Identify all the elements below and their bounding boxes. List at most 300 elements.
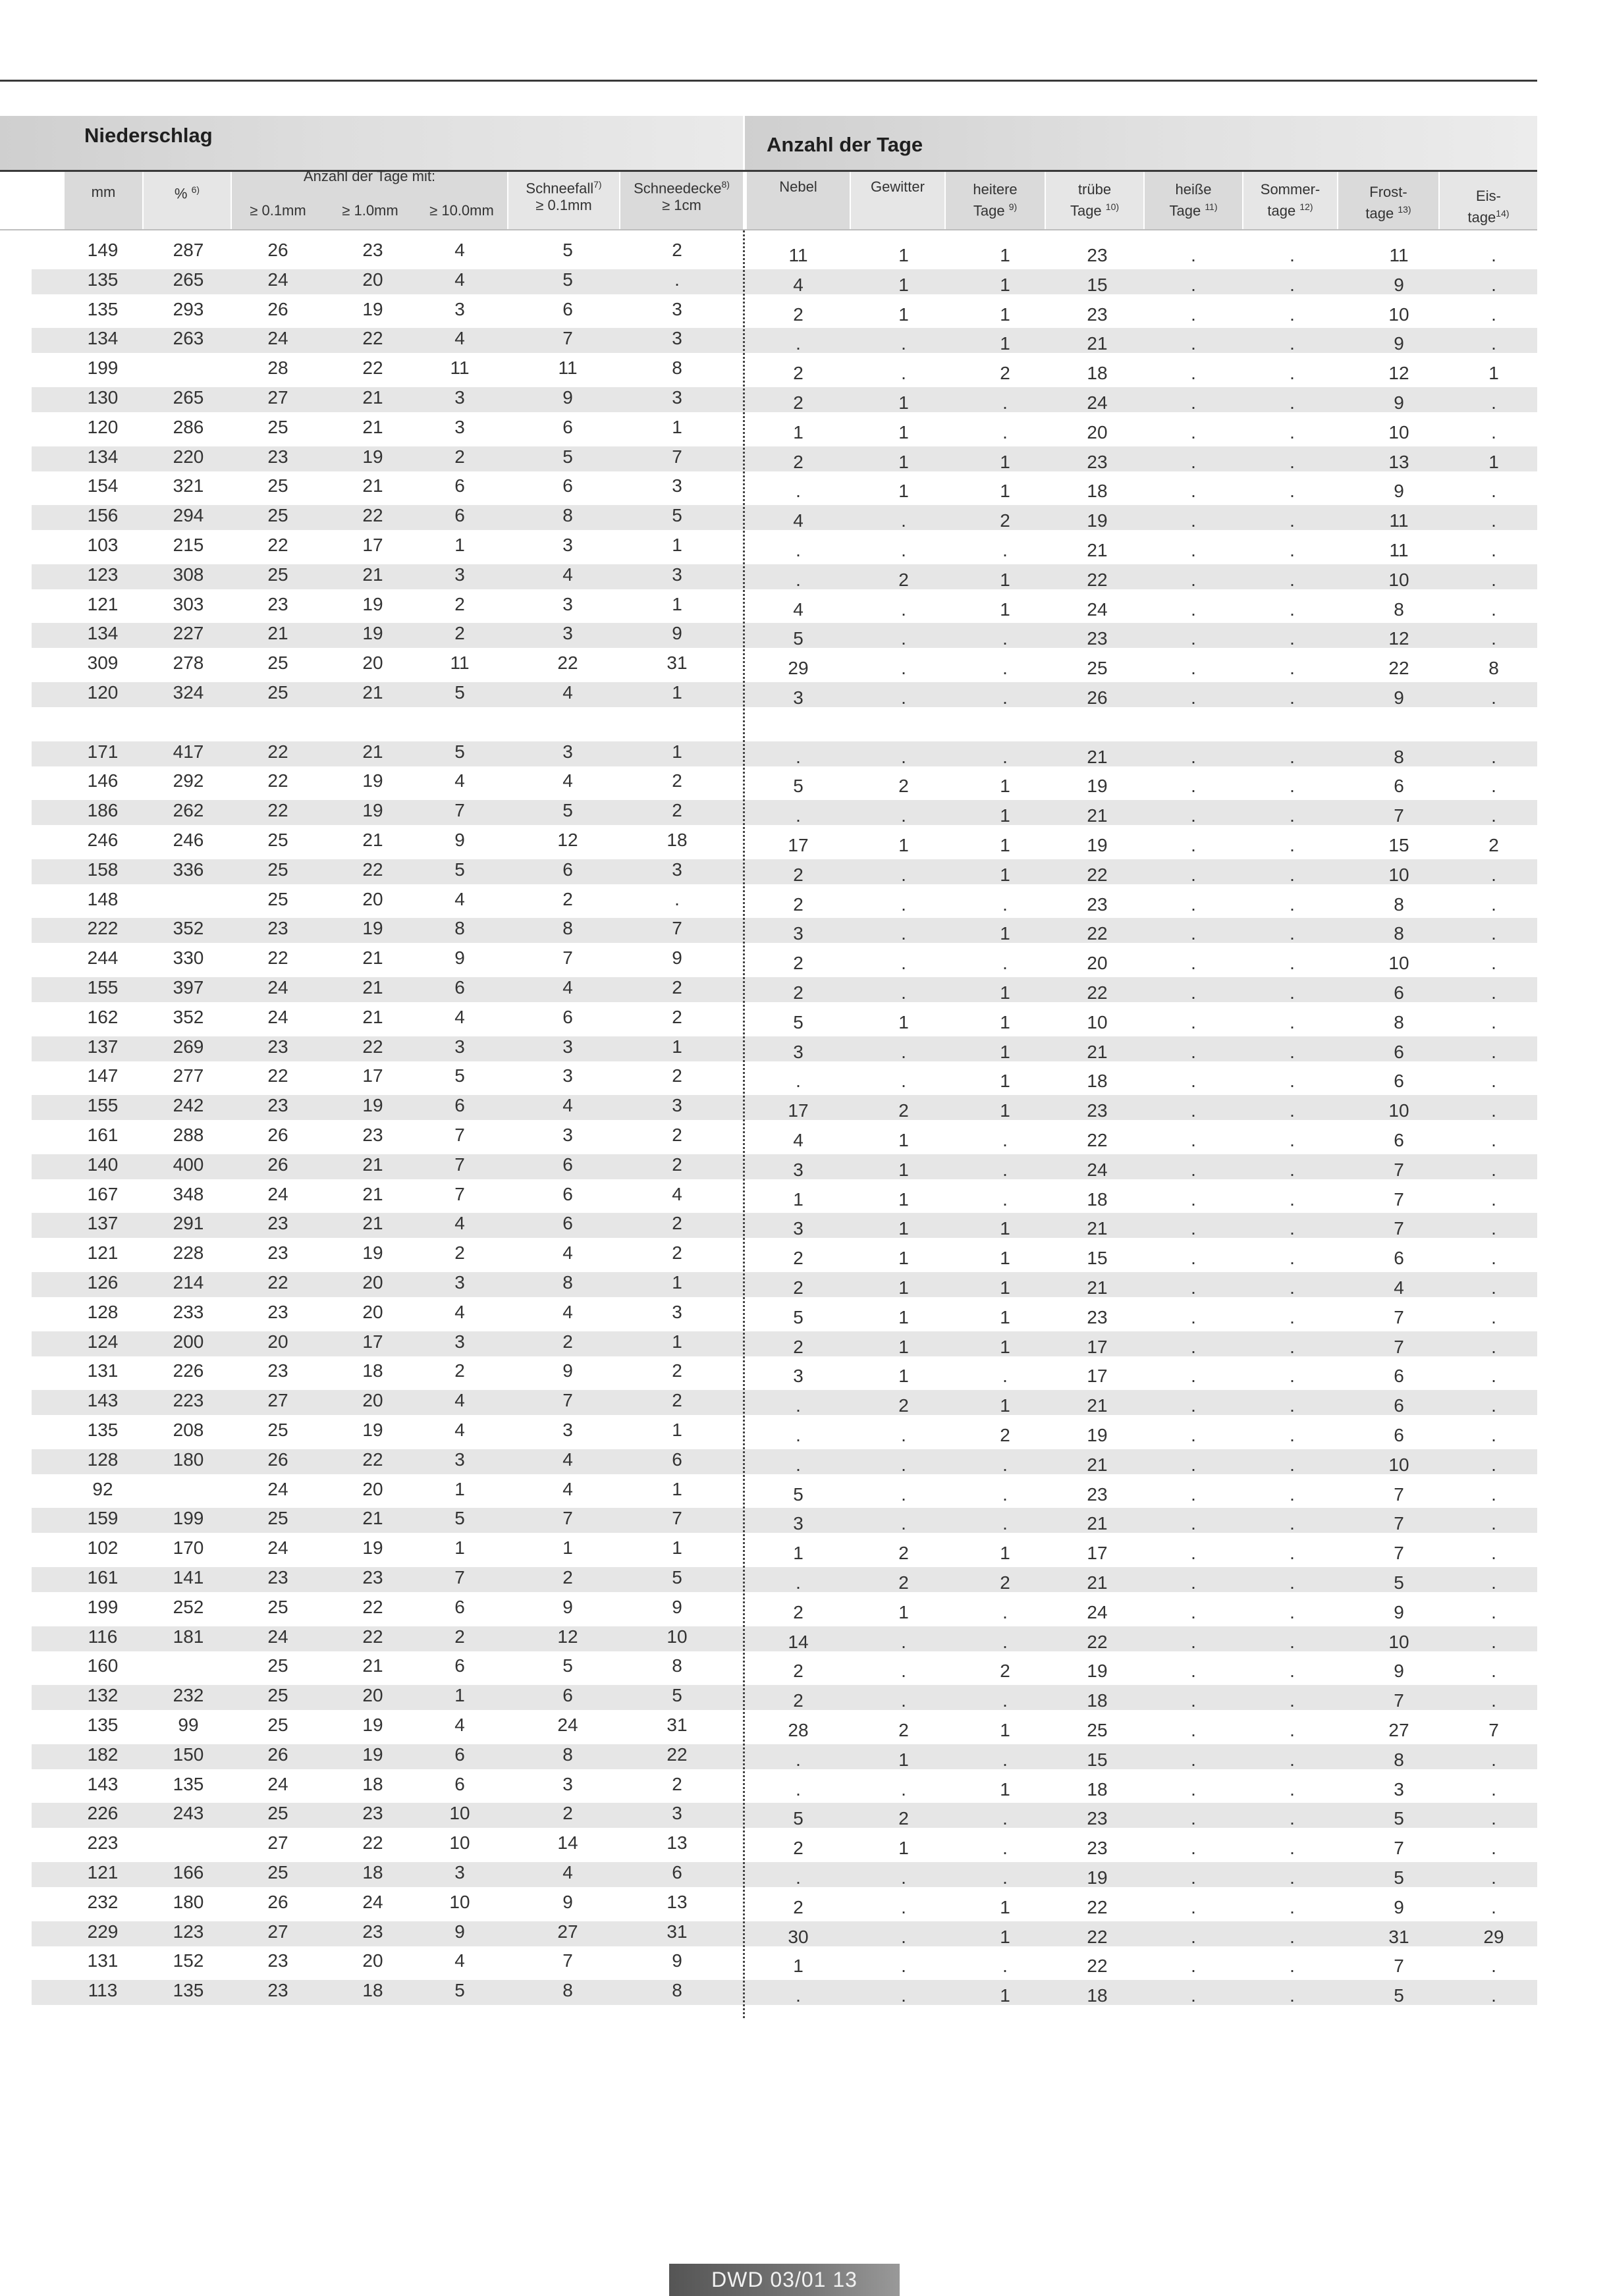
table-cell: 215 (173, 535, 204, 555)
table-cell: . (1290, 1071, 1295, 1092)
table-cell: . (1290, 1631, 1295, 1652)
table-cell: 1 (898, 451, 909, 472)
table-cell: 5 (454, 859, 465, 880)
table-cell: . (1002, 1483, 1008, 1505)
table-cell: 31 (667, 1715, 688, 1735)
table-cell: 162 (87, 1006, 119, 1027)
table-cell: . (1491, 864, 1496, 885)
table-cell: . (1491, 923, 1496, 944)
table-cell: 2 (898, 1543, 909, 1564)
table-cell: 20 (362, 888, 383, 909)
table-cell: 4 (562, 1478, 573, 1499)
table-cell: 21 (1087, 1513, 1108, 1534)
table-row (0, 1979, 1537, 2008)
table-cell: 1 (1000, 923, 1010, 944)
table-cell: 4 (562, 1095, 573, 1116)
table-cell: 11 (1389, 245, 1409, 265)
anzahl-tage-band (743, 116, 1537, 171)
table-cell: . (1290, 1661, 1295, 1682)
table-cell: . (1191, 1100, 1196, 1121)
header-sommer: Sommer- tage $^{12)}$ (1260, 181, 1321, 219)
table-cell: 7 (562, 1950, 573, 1971)
table-cell: 2 (793, 392, 804, 413)
table-cell: 21 (1087, 1572, 1108, 1593)
table-cell: 155 (87, 1095, 119, 1116)
table-row (0, 1949, 1537, 1979)
table-cell: 25 (267, 653, 288, 674)
table-cell: . (1191, 392, 1196, 413)
table-cell: . (1290, 1248, 1295, 1269)
table-cell: 22 (362, 1626, 383, 1647)
table-cell: 6 (1394, 1130, 1404, 1150)
table-cell: 6 (562, 475, 573, 496)
table-cell: . (1191, 451, 1196, 472)
table-cell: 2 (1000, 1572, 1010, 1593)
table-row (0, 1536, 1537, 1566)
table-cell: 6 (1394, 1395, 1404, 1416)
table-cell: . (1002, 1188, 1008, 1210)
table-cell: 23 (267, 1213, 288, 1234)
table-cell: . (1191, 1277, 1196, 1298)
table-cell: 155 (87, 977, 119, 998)
table-cell: 19 (1087, 1425, 1108, 1445)
table-cell: 2 (454, 1242, 465, 1264)
table-cell: . (1191, 953, 1196, 974)
table-cell: 22 (362, 859, 383, 880)
table-cell: . (1191, 1395, 1196, 1416)
table-cell: 9 (1394, 481, 1404, 502)
table-cell: 6 (454, 1655, 465, 1676)
table-cell: . (901, 894, 906, 915)
table-cell: 9 (672, 1596, 682, 1617)
table-cell: 21 (362, 1655, 383, 1676)
table-cell: 5 (562, 269, 573, 290)
table-cell: . (1191, 1601, 1196, 1622)
table-row (0, 268, 1537, 298)
table-cell: 181 (173, 1626, 204, 1647)
table-cell: 8 (562, 1744, 573, 1765)
table-cell: . (1002, 1366, 1008, 1387)
table-cell: 1 (1000, 1720, 1010, 1740)
table-cell: . (1491, 1395, 1496, 1416)
table-cell: . (901, 864, 906, 885)
table-cell: 25 (267, 505, 288, 526)
table-cell: 1 (793, 421, 804, 442)
table-cell: . (901, 1661, 906, 1682)
table-cell: 5 (793, 1011, 804, 1032)
table-cell: 324 (173, 682, 204, 703)
table-cell: 22 (362, 505, 383, 526)
table-cell: 15 (1087, 1749, 1108, 1770)
header-mm: mm (91, 184, 116, 200)
table-cell: 4 (562, 770, 573, 791)
table-cell: . (1290, 1513, 1295, 1534)
table-cell: 1 (1000, 1100, 1010, 1121)
table-cell: 5 (454, 741, 465, 762)
table-cell: . (1491, 392, 1496, 413)
table-cell: . (901, 540, 906, 560)
table-cell: 7 (454, 1154, 465, 1175)
table-cell: . (1290, 392, 1295, 413)
table-cell: 4 (454, 1213, 465, 1234)
table-cell: 244 (87, 948, 119, 969)
table-cell: 2 (1000, 1425, 1010, 1445)
table-cell: 1 (1000, 1395, 1010, 1416)
table-cell: 3 (562, 593, 573, 614)
table-cell: 10 (449, 1891, 470, 1912)
table-cell: 15 (1087, 274, 1108, 295)
table-cell: 2 (793, 1248, 804, 1269)
table-cell: . (796, 1778, 801, 1800)
table-cell: 293 (173, 298, 204, 319)
table-cell: 1 (1000, 1011, 1010, 1032)
table-row (0, 799, 1537, 828)
table-cell: 2 (793, 864, 804, 885)
table-cell: . (901, 658, 906, 679)
table-cell: . (1290, 776, 1295, 797)
table-cell: 8 (1394, 894, 1404, 915)
table-cell: 23 (267, 1980, 288, 2001)
table-cell: 2 (793, 953, 804, 974)
table-cell: 6 (1394, 776, 1404, 797)
table-cell: 3 (793, 1218, 804, 1239)
table-cell: . (901, 1985, 906, 2006)
table-cell: . (1191, 1159, 1196, 1180)
table-cell: 2 (672, 800, 682, 821)
table-cell: . (1491, 333, 1496, 354)
table-cell: 3 (672, 564, 682, 585)
table-cell: 208 (173, 1420, 204, 1440)
table-cell: 22 (1087, 1896, 1108, 1917)
table-cell: 6 (1394, 1425, 1404, 1445)
table-cell: . (1491, 1483, 1496, 1505)
table-cell: 2 (793, 1336, 804, 1357)
table-cell: 6 (454, 1773, 465, 1794)
table-cell: 23 (362, 1125, 383, 1145)
table-cell: 3 (562, 535, 573, 555)
table-row (0, 1035, 1537, 1065)
table-cell: 228 (173, 1242, 204, 1264)
table-cell: 8 (1394, 1749, 1404, 1770)
table-cell: 24 (362, 1891, 383, 1912)
table-cell: 161 (87, 1125, 119, 1145)
table-cell: . (1290, 1218, 1295, 1239)
table-cell: 6 (454, 505, 465, 526)
table-cell: 2 (898, 1572, 909, 1593)
table-cell: 2 (1000, 363, 1010, 384)
table-cell: 6 (672, 1862, 682, 1882)
table-cell: . (1491, 1808, 1496, 1829)
table-cell: . (1290, 1601, 1295, 1622)
table-cell: 397 (173, 977, 204, 998)
table-cell: 1 (672, 682, 682, 703)
table-cell: 23 (267, 1095, 288, 1116)
table-cell: . (901, 953, 906, 974)
table-cell: . (1191, 1838, 1196, 1859)
table-cell: . (1290, 599, 1295, 620)
table-cell: . (1191, 835, 1196, 855)
table-cell: . (1290, 421, 1295, 442)
table-cell: 23 (1087, 894, 1108, 915)
table-cell: 5 (454, 682, 465, 703)
table-cell: 269 (173, 1036, 204, 1057)
table-cell: 287 (173, 240, 204, 260)
table-cell: . (1491, 481, 1496, 502)
table-cell: 22 (1087, 569, 1108, 590)
table-cell: . (1290, 304, 1295, 325)
table-cell: 4 (454, 1301, 465, 1322)
table-cell: 24 (267, 269, 288, 290)
table-cell: . (1491, 1543, 1496, 1564)
table-cell: . (1191, 510, 1196, 531)
table-cell: . (1290, 982, 1295, 1003)
niederschlag-band (0, 116, 743, 171)
table-cell: 14 (788, 1631, 809, 1652)
table-cell: 20 (362, 269, 383, 290)
table-cell: . (1191, 274, 1196, 295)
table-cell: 2 (672, 1154, 682, 1175)
table-cell: 22 (362, 1449, 383, 1470)
table-row (0, 1920, 1537, 1950)
table-cell: 7 (1394, 1188, 1404, 1210)
table-cell: . (901, 510, 906, 531)
table-cell: 4 (562, 1449, 573, 1470)
table-cell: 5 (672, 505, 682, 526)
table-cell: 223 (173, 1390, 204, 1411)
table-cell: 321 (173, 475, 204, 496)
table-cell: 9 (454, 1921, 465, 1942)
table-cell: 6 (454, 977, 465, 998)
table-cell: 5 (793, 628, 804, 649)
table-cell: . (1191, 864, 1196, 885)
table-row (0, 298, 1537, 327)
table-cell: 116 (88, 1626, 118, 1647)
table-cell: 1 (1000, 1778, 1010, 1800)
table-cell: 21 (1087, 1277, 1108, 1298)
table-cell: 23 (267, 918, 288, 939)
table-cell: 1 (898, 274, 909, 295)
table-cell: 26 (1087, 687, 1108, 708)
table-cell: 7 (454, 1183, 465, 1204)
table-cell: . (1491, 746, 1496, 767)
table-row (0, 474, 1537, 504)
table-cell: . (1191, 1130, 1196, 1150)
table-cell: 19 (1087, 510, 1108, 531)
table-cell: . (1290, 1572, 1295, 1593)
table-cell: . (1290, 1454, 1295, 1475)
table-cell: 120 (87, 416, 119, 437)
table-cell: 8 (562, 1272, 573, 1293)
table-cell: 141 (173, 1567, 204, 1588)
table-cell: 6 (454, 475, 465, 496)
table-cell: 6 (562, 1213, 573, 1234)
table-cell: 27 (267, 1832, 288, 1854)
table-cell: . (1290, 1690, 1295, 1711)
table-cell: 135 (87, 1420, 119, 1440)
table-cell: 1 (898, 1188, 909, 1210)
table-cell: . (1002, 1513, 1008, 1534)
section-divider-dotted (743, 230, 745, 2018)
table-cell: . (1191, 1543, 1196, 1564)
table-cell: 1 (898, 1601, 909, 1622)
table-cell: 21 (1087, 1218, 1108, 1239)
table-cell: 7 (1394, 1838, 1404, 1859)
table-cell: . (1002, 1454, 1008, 1475)
table-cell: 24 (267, 328, 288, 349)
table-cell: 8 (454, 918, 465, 939)
table-cell: 154 (87, 475, 119, 496)
table-cell: 15 (1087, 1248, 1108, 1269)
table-cell: 5 (454, 1980, 465, 2001)
table-cell: 29 (788, 658, 809, 679)
table-cell: 2 (793, 894, 804, 915)
table-cell: 17 (1087, 1336, 1108, 1357)
table-cell: . (1191, 569, 1196, 590)
table-cell: 1 (898, 304, 909, 325)
table-cell: . (1491, 274, 1496, 295)
table-row (0, 681, 1537, 710)
table-cell: 8 (1394, 599, 1404, 620)
table-cell: 18 (362, 1773, 383, 1794)
table-cell: . (1191, 805, 1196, 826)
table-cell: 23 (1087, 1306, 1108, 1327)
table-row (0, 740, 1537, 770)
table-cell: 18 (1087, 363, 1108, 384)
table-cell: 13 (667, 1891, 688, 1912)
table-cell: . (1191, 1011, 1196, 1032)
table-cell: 25 (267, 888, 288, 909)
table-cell: . (1290, 245, 1295, 265)
table-cell: 4 (562, 977, 573, 998)
table-cell: 1 (672, 1272, 682, 1293)
table-cell: 7 (1394, 1543, 1404, 1564)
table-cell: 1 (672, 535, 682, 555)
table-cell: . (1191, 923, 1196, 944)
table-cell: 19 (362, 593, 383, 614)
table-cell: 132 (87, 1685, 119, 1706)
table-cell: 27 (267, 1921, 288, 1942)
table-cell: 7 (562, 1508, 573, 1529)
table-cell: 1 (898, 835, 909, 855)
table-cell: 128 (87, 1449, 119, 1470)
table-cell: 186 (87, 800, 119, 821)
table-cell: 330 (173, 948, 204, 969)
data-table-body (0, 238, 1537, 2016)
table-cell: . (1491, 1248, 1496, 1269)
table-cell: 8 (1394, 1011, 1404, 1032)
header-eis: Eis- tage$^{14)}$ (1467, 188, 1510, 226)
table-cell: 21 (362, 977, 383, 998)
table-cell: 5 (1394, 1808, 1404, 1829)
table-row (0, 356, 1537, 386)
table-cell: 2 (793, 1896, 804, 1917)
table-cell: 1 (672, 1537, 682, 1559)
header-heitere: heitere Tage $^{9)}$ (973, 181, 1018, 219)
table-cell: . (1290, 835, 1295, 855)
table-cell: 10 (1388, 304, 1409, 325)
table-row (0, 1566, 1537, 1595)
table-cell: . (1290, 1778, 1295, 1800)
table-cell: 23 (1087, 628, 1108, 649)
table-cell: 10 (1388, 864, 1409, 885)
table-cell: 27 (557, 1921, 578, 1942)
table-cell: . (796, 1395, 801, 1416)
table-row (0, 1064, 1537, 1094)
table-cell: 131 (87, 1950, 119, 1971)
table-cell: 1 (672, 741, 682, 762)
table-cell: 2 (672, 1242, 682, 1264)
table-cell: 7 (562, 1390, 573, 1411)
table-cell: 4 (454, 269, 465, 290)
table-row (0, 1831, 1537, 1861)
table-cell: 3 (672, 1803, 682, 1824)
table-cell: 2 (898, 1720, 909, 1740)
table-cell: . (1191, 1513, 1196, 1534)
table-cell: 21 (1087, 540, 1108, 560)
table-cell: 7 (1394, 1336, 1404, 1357)
table-cell: . (674, 888, 680, 909)
table-cell: 303 (173, 593, 204, 614)
table-cell: . (901, 599, 906, 620)
table-cell: 9 (562, 387, 573, 408)
table-cell: 2 (672, 1006, 682, 1027)
table-cell: 23 (1087, 1483, 1108, 1505)
table-cell: 22 (267, 1272, 288, 1293)
table-cell: 8 (672, 358, 682, 379)
table-cell: 20 (1087, 421, 1108, 442)
table-cell: . (1290, 864, 1295, 885)
table-cell: 13 (1388, 451, 1409, 472)
table-cell: 22 (267, 948, 288, 969)
table-row (0, 1713, 1537, 1743)
table-cell: 24 (267, 1183, 288, 1204)
table-cell: 121 (87, 1242, 119, 1264)
table-cell: . (1290, 1395, 1295, 1416)
table-cell: 2 (793, 982, 804, 1003)
table-cell: . (1491, 1130, 1496, 1150)
table-cell: 25 (267, 564, 288, 585)
table-cell: 10 (449, 1803, 470, 1824)
table-cell: 2 (454, 1360, 465, 1381)
table-cell: 4 (454, 1006, 465, 1027)
table-cell: . (1002, 658, 1008, 679)
table-cell: 19 (1087, 776, 1108, 797)
table-cell: 23 (1087, 304, 1108, 325)
table-cell: . (1491, 1513, 1496, 1534)
table-cell: 3 (672, 387, 682, 408)
table-cell: 18 (362, 1980, 383, 2001)
table-cell: 12 (1388, 628, 1409, 649)
table-cell: . (1491, 776, 1496, 797)
table-cell: 20 (362, 1272, 383, 1293)
table-cell: 24 (267, 1537, 288, 1559)
table-cell: 29 (1483, 1926, 1504, 1947)
table-cell: 21 (362, 1154, 383, 1175)
table-cell: 2 (562, 888, 573, 909)
table-cell: 23 (267, 1242, 288, 1264)
table-cell: 19 (362, 800, 383, 821)
table-cell: 24 (267, 977, 288, 998)
table-cell: 2 (672, 1773, 682, 1794)
table-cell: . (1491, 1218, 1496, 1239)
table-cell: 18 (362, 1862, 383, 1882)
table-cell: 4 (793, 274, 804, 295)
table-cell: 134 (87, 623, 119, 644)
table-cell: 1 (1000, 304, 1010, 325)
table-cell: 252 (173, 1596, 204, 1617)
table-cell: 24 (267, 1006, 288, 1027)
table-cell: 2 (454, 446, 465, 467)
